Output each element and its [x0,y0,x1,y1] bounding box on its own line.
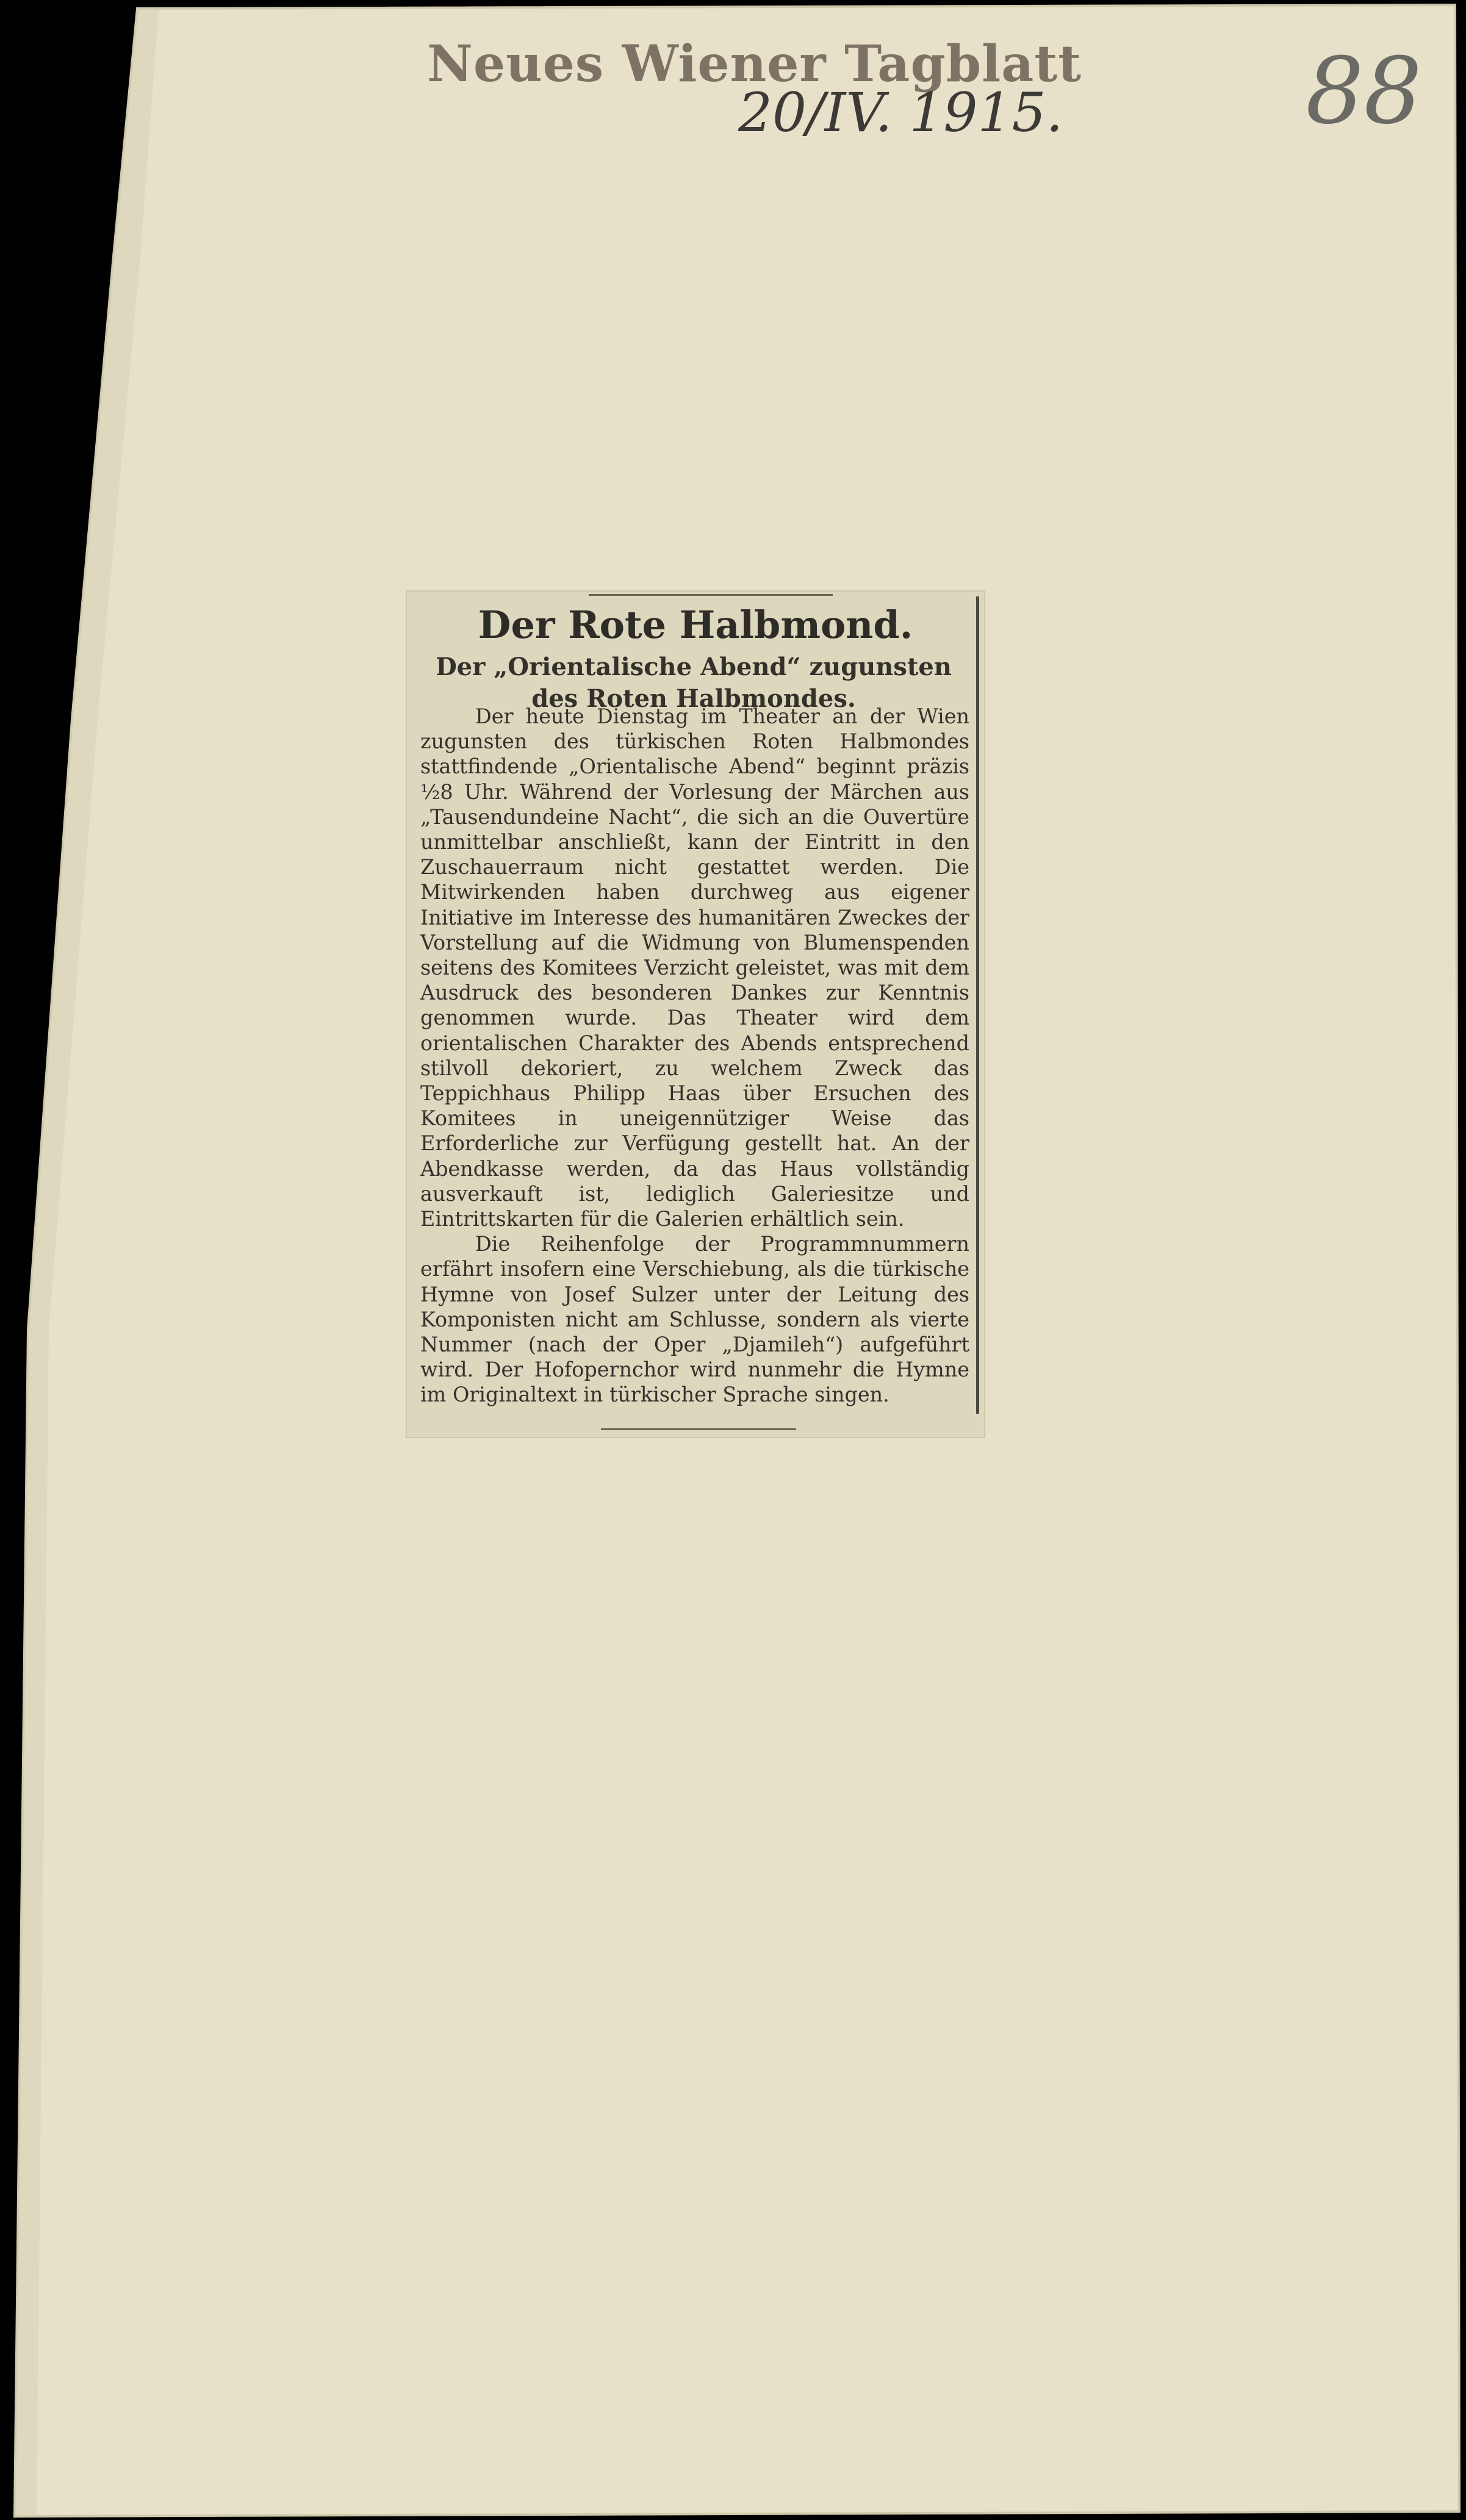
newspaper-clipping [406,590,985,1438]
article-body [420,704,969,1405]
clipping-bottom-rule [601,1428,796,1430]
folio-number: 88 [1306,38,1422,145]
article-paragraph: Der heute Dienstag im Theater an der Wien zugunsten des türkischen Roten Halbmondes stattfindende „Orientalische Abend“ beginnt präzis ½8 Uhr. Während der Vorlesung der Märchen aus „Tausendundeine Nacht“, die sich an die Ouvertüre unmittelbar anschließt, kann der Eintritt in den Zuschauerraum nicht gestattet werden. Die Mitwirkenden haben durchweg aus eigener Initiative im Interesse des humanitären Zweckes der Vorstellung auf die Widmung von Blumenspenden seitens des Komitees Verzicht geleistet, was mit dem Ausdruck des besonderen Dankes zur Kenntnis genommen wurde. Das Theater wird dem orientalischen Charakter des Abends entsprechend stilvoll dekoriert, zu welchem Zweck das Teppichhaus Philipp Haas über Ersuchen des Komitees in uneigennütziger Weise das Erforderliche zur Verfügung gestellt hat. An der Abendkasse werden, da das Haus vollständig ausverkauft ist, lediglich Galeriesitze und Eintrittskarten für die Galerien erhältlich sein. [420,704,969,1231]
article-subheadline: Der „Orientalische Abend“ zugunsten des Roten Halbmondes. [436,653,952,713]
clipping-column-rule [976,596,979,1414]
article-paragraph: Die Reihenfolge der Programmnummern erfährt insofern eine Verschiebung, als die türkische Hymne von Josef Sulzer unter der Leitung des Komponisten nicht am Schlusse, sondern als vierte Nummer (nach der Oper „Djamileh“) aufgeführt wird. Der Hofopernchor wird nunmehr die Hymne im Originaltext in türkischer Sprache singen. [420,1232,969,1407]
clipping-top-rule [589,594,833,596]
newspaper-stamp: Neues Wiener Tagblatt [427,35,1082,93]
handwritten-date: 20/IV. 1915. [738,81,1063,144]
article-headline: Der Rote Halbmond. [478,603,913,647]
